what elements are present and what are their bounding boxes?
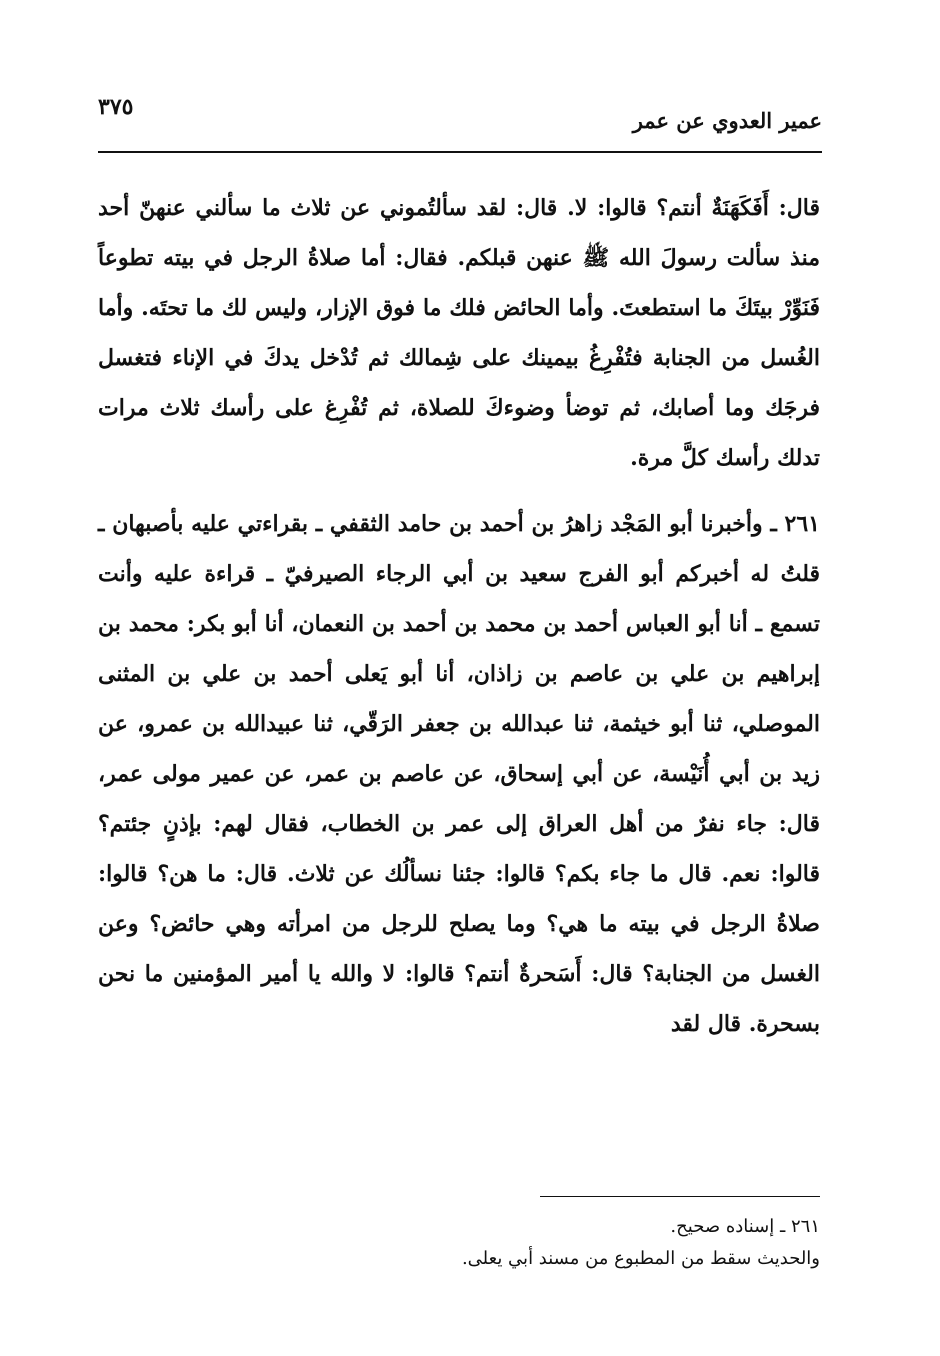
running-head xyxy=(98,92,822,132)
paragraph-2: ٢٦١ ـ وأخبرنا أبو المَجْد زاهرُ بن أحمد بن حامد الثقفي ـ بقراءتي عليه بأصبهان ـ قلتُ له أخبركم أبو الفرج سعيد بن أبي الرجاء الصيرفيّ ـ قراءة عليه وأنت تسمع ـ أنا أبو العباس أحمد بن محمد بن أحمد بن النعمان، أنا أبو بكر: محمد بن إبراهيم بن علي بن عاصم بن زاذان، أنا أبو يَعلى أحمد بن علي بن المثنى الموصلي، ثنا أبو خيثمة، ثنا عبدالله بن جعفر الرَقّي، ثنا عبيدالله بن عمرو، عن زيد بن أبي أُنَيْسة، عن أبي إسحاق، عن عاصم بن عمر، عن عمير مولى عمر، قال: جاء نفرٌ من أهل العراق إلى عمر بن الخطاب، فقال لهم: بإذنٍ جئتم؟ قالوا: نعم. قال ما جاء بكم؟ قالوا: جئنا نسألُك عن ثلاث. قال: ما هن؟ قالوا: صلاةُ الرجل في بيته ما هي؟ وما يصلح للرجل من امرأته وهي حائض؟ وعن الغسل من الجنابة؟ قال: أَسَحرةٌ أنتم؟ قالوا: لا والله يا أمير المؤمنين ما نحن بسحرة. قال لقد xyxy=(98,511,820,1037)
page-number: ٣٧٥ xyxy=(98,94,134,120)
footnotes xyxy=(300,1211,820,1275)
running-title: عمير العدوي عن عمر xyxy=(632,108,822,133)
main-text xyxy=(98,183,820,1049)
header-rule xyxy=(98,151,822,153)
footnote-rule xyxy=(540,1196,820,1197)
paragraph-gap xyxy=(98,483,820,499)
footnote-line-2: والحديث سقط من المطبوع من مسند أبي يعلى. xyxy=(461,1248,820,1269)
paragraph-1: قال: أَفَكَهَنَةٌ أنتم؟ قالوا: لا. قال: لقد سألتُموني عن ثلاث ما سألني عنهنّ أحد منذ سألت رسولَ الله ﷺ عنهن قبلكم. فقال: أما صلاةُ الرجل في بيته تطوعاً فَنَوِّرْ بيتَكَ ما استطعتَ. وأما الحائض فلك ما فوق الإزار، وليس لك ما تحتَه. وأما الغُسل من الجنابة فتُفْرِغُ بيمينك على شِمالك ثم تُدْخل يدكَ في الإناء فتغسل فرجَك وما أصابك، ثم توضأ وضوءكَ للصلاة، ثم تُفْرِغ على رأسك ثلاث مرات تدلك رأسك كلَّ مرة. xyxy=(98,195,820,471)
footnote-line-1: ٢٦١ ـ إسناده صحيح. xyxy=(670,1216,820,1237)
